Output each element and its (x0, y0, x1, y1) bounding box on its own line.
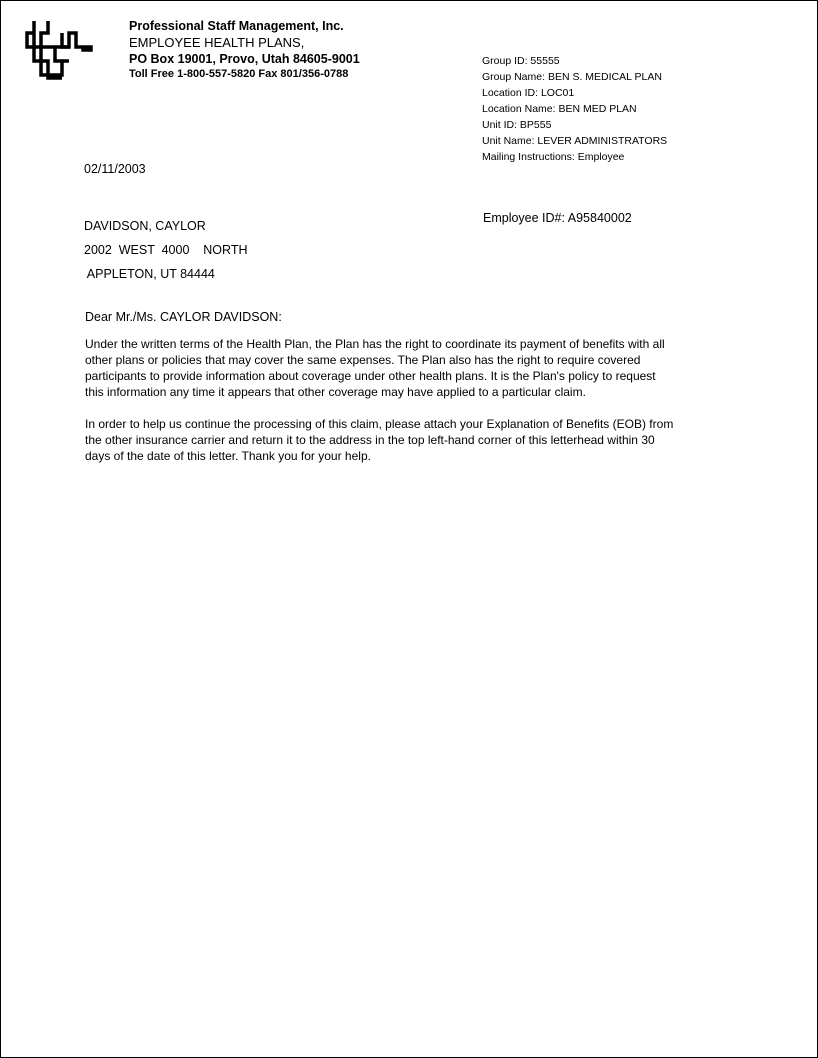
paragraph-line: Under the written terms of the Health Plan, the Plan has the right to coordinate its payment of benefits with all (85, 337, 665, 351)
paragraph-line: this information any time it appears that other coverage may have applied to a particular claim. (85, 385, 586, 399)
paragraph-line: In order to help us continue the processing of this claim, please attach your Explanation of Benefits (EOB) from (85, 417, 674, 431)
paragraph-request-eob (85, 416, 750, 464)
letter-body (85, 336, 750, 464)
unit-name: Unit Name: LEVER ADMINISTRATORS (482, 135, 668, 147)
recipient-city-state-zip: APPLETON, UT 84444 (84, 267, 215, 281)
letterhead (129, 19, 429, 82)
group-name: Group Name: BEN S. MEDICAL PLAN (482, 71, 662, 83)
paragraph-line: participants to provide information about coverage under other health plans. It is the Plan's policy to request (85, 369, 656, 383)
recipient-address (84, 217, 248, 289)
salutation: Dear Mr./Ms. CAYLOR DAVIDSON: (85, 310, 282, 324)
company-name: Professional Staff Management, Inc. (129, 19, 344, 33)
paragraph-line: other plans or policies that may cover the same expenses. The Plan also has the right to require covered (85, 353, 641, 367)
location-id: Location ID: LOC01 (482, 87, 575, 99)
paragraph-line: days of the date of this letter. Thank you for your help. (85, 449, 371, 463)
plans-title: EMPLOYEE HEALTH PLANS, (129, 35, 305, 50)
location-name: Location Name: BEN MED PLAN (482, 103, 637, 115)
letter-date: 02/11/2003 (84, 162, 146, 176)
paragraph-line: the other insurance carrier and return it to the address in the top left-hand corner of this letterhead within 30 (85, 433, 655, 447)
mailing-instructions: Mailing Instructions: Employee (482, 151, 625, 163)
recipient-name: DAVIDSON, CAYLOR (84, 219, 206, 233)
staircase-blocks-logo-icon (25, 19, 93, 81)
group-info-block (482, 53, 782, 165)
unit-id: Unit ID: BP555 (482, 119, 552, 131)
paragraph-coordination (85, 336, 750, 400)
employee-id: Employee ID#: A95840002 (483, 211, 632, 225)
group-id: Group ID: 55555 (482, 55, 560, 67)
company-address: PO Box 19001, Provo, Utah 84605-9001 (129, 52, 360, 66)
company-phone-fax: Toll Free 1-800-557-5820 Fax 801/356-0788 (129, 68, 349, 80)
recipient-street: 2002 WEST 4000 NORTH (84, 243, 248, 257)
